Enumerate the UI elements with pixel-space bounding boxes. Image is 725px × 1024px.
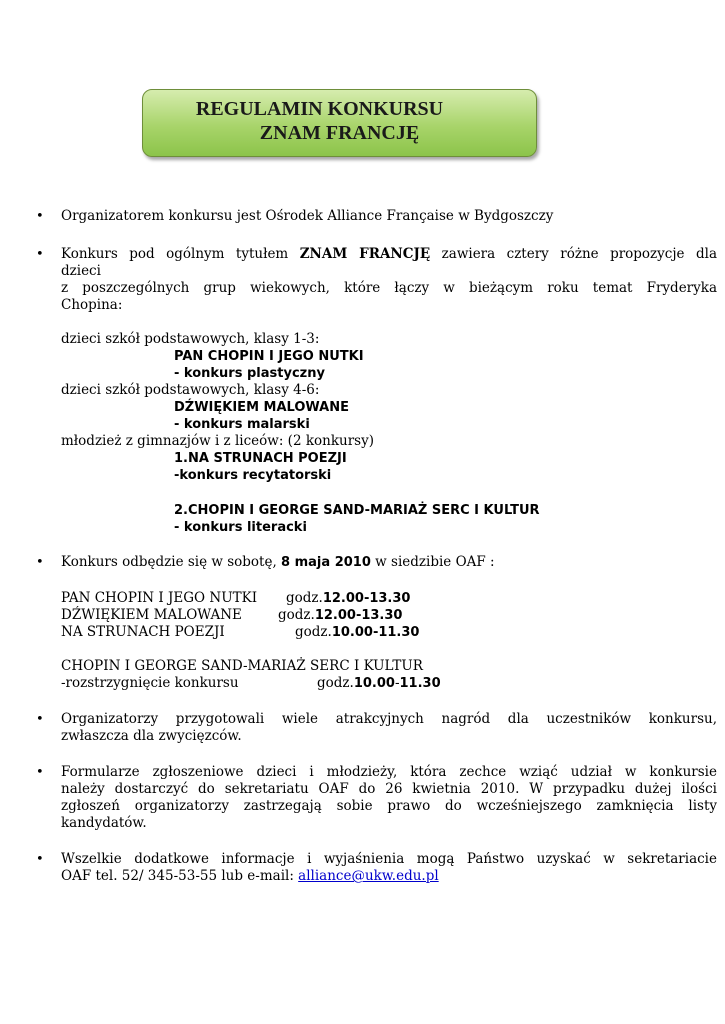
- paragraph-organizer: Organizatorem konkursu jest Ośrodek Alliance Française w Bydgoszczy: [61, 208, 554, 224]
- paragraph-date: [61, 554, 717, 571]
- contest-type: - konkurs malarski: [174, 417, 310, 432]
- schedule-name: NA STRUNACH POEZJI: [61, 624, 225, 640]
- contest-type: - konkurs literacki: [174, 520, 307, 535]
- email-link[interactable]: alliance@ukw.edu.pl: [298, 868, 439, 884]
- schedule-row: [61, 607, 717, 624]
- text-line: kandydatów.: [61, 815, 147, 831]
- final-title: CHOPIN I GEORGE SAND-MARIAŻ SERC I KULTUR: [61, 658, 423, 674]
- text-line: zgłoszeń organizatorzy zastrzegają sobie prawo do wcześniejszego zamknięcia listy: [61, 798, 717, 814]
- contest-title: DŹWIĘKIEM MALOWANE: [174, 400, 349, 415]
- contest-title: 2.CHOPIN I GEORGE SAND-MARIAŻ SERC I KULTUR: [174, 503, 540, 518]
- schedule-name: DŹWIĘKIEM MALOWANE: [61, 607, 242, 623]
- paragraph-title-line: [61, 246, 717, 263]
- group-label: dzieci szkół podstawowych, klasy 4-6:: [61, 382, 320, 398]
- bullet-icon: •: [36, 247, 44, 262]
- bullet-icon: •: [36, 555, 44, 570]
- title-banner: [142, 89, 537, 157]
- bullet-icon: •: [36, 852, 44, 867]
- bullet-icon: •: [36, 712, 44, 727]
- group-label: młodzież z gimnazjów i z liceów: (2 konkursy): [61, 433, 374, 449]
- final-row: [61, 675, 717, 692]
- text-line: zwłaszcza dla zwycięzców.: [61, 728, 242, 744]
- text-line: Formularze zgłoszeniowe dzieci i młodzieży, która zechce wziąć udział w konkursie: [61, 764, 717, 780]
- contest-type: -konkurs recytatorski: [174, 468, 332, 483]
- schedule-time: godz.10.00-11.30: [295, 624, 420, 640]
- contest-name: ZNAM FRANCJĘ: [299, 246, 431, 262]
- schedule-time: godz.12.00-13.30: [278, 607, 403, 623]
- final-time: godz.10.00-11.30: [317, 675, 441, 691]
- text: Konkurs odbędzie się w sobotę,: [61, 554, 277, 570]
- schedule-row: [61, 590, 717, 607]
- schedule-row: [61, 624, 717, 641]
- text: Konkurs pod ogólnym tytułem: [61, 246, 289, 262]
- schedule-name: PAN CHOPIN I JEGO NUTKI: [61, 590, 258, 606]
- final-label: -rozstrzygnięcie konkursu: [61, 675, 239, 691]
- bullet-icon: •: [36, 765, 44, 780]
- text-line: dzieci: [61, 263, 101, 279]
- text-line: Wszelkie dodatkowe informacje i wyjaśnienia mogą Państwo uzyskać w sekretariacie: [61, 851, 717, 867]
- event-date: 8 maja 2010: [281, 555, 371, 570]
- text: w siedzibie OAF :: [375, 554, 495, 570]
- contest-type: - konkurs plastyczny: [174, 366, 325, 381]
- text: OAF tel. 52/ 345-53-55 lub e-mail:: [61, 868, 294, 884]
- text-line: z poszczególnych grup wiekowych, które łączy w bieżącym roku temat Fryderyka: [61, 280, 717, 296]
- text-line: Organizatorzy przygotowali wiele atrakcyjnych nagród dla uczestników konkursu,: [61, 711, 717, 727]
- text-line: należy dostarczyć do sekretariatu OAF do 26 kwietnia 2010. W przypadku dużej ilości: [61, 781, 717, 797]
- title-line-2: ZNAM FRANCJĘ: [259, 122, 420, 144]
- text: zawiera cztery różne propozycje dla: [441, 246, 717, 262]
- contest-title: 1.NA STRUNACH POEZJI: [174, 451, 347, 466]
- bullet-icon: •: [36, 209, 44, 224]
- group-label: dzieci szkół podstawowych, klasy 1-3:: [61, 331, 320, 347]
- schedule-time: godz.12.00-13.30: [286, 590, 411, 606]
- title-line-1: REGULAMIN KONKURSU: [195, 98, 444, 120]
- contest-title: PAN CHOPIN I JEGO NUTKI: [174, 349, 364, 364]
- contact-line: [61, 868, 717, 885]
- text-line: Chopina:: [61, 297, 123, 313]
